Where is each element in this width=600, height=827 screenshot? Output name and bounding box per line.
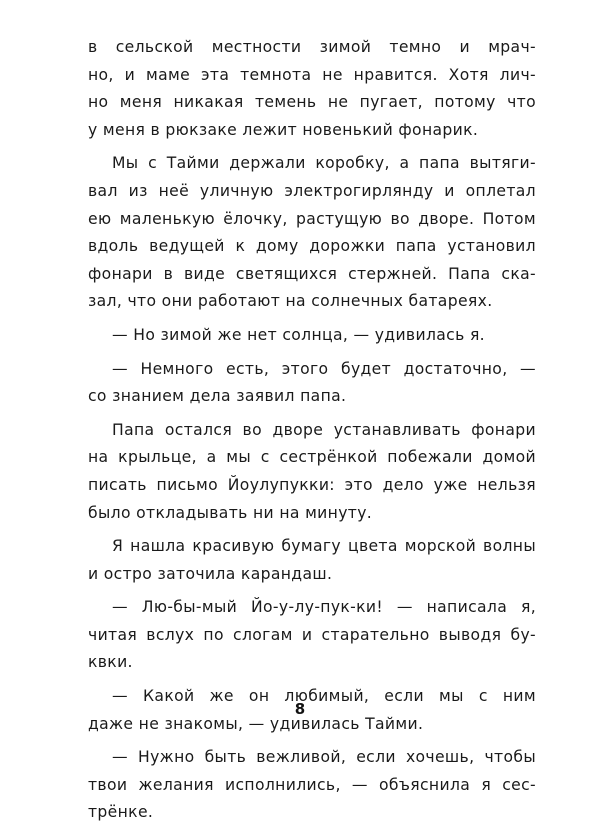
paragraph (88, 744, 536, 827)
text-line: — Какой же он любимый, если мы с ним (112, 687, 536, 706)
text-line: ею маленькую ёлочку, растущую во дворе. Потом (88, 209, 536, 228)
text-line: квки. (88, 653, 133, 672)
text-line: даже не знакомы, — удивилась Тайми. (88, 714, 424, 733)
paragraph (88, 34, 536, 144)
text-line: писать письмо Йоулупукки: это дело уже нельзя (88, 475, 536, 494)
paragraph (88, 150, 536, 316)
text-line: Мы с Тайми держали коробку, а папа вытяги- (112, 154, 536, 173)
text-line: со знанием дела заявил папа. (88, 387, 347, 406)
paragraph (88, 322, 536, 350)
text-line: и остро заточила карандаш. (88, 564, 333, 583)
text-line: читая вслух по слогам и старательно выводя бу- (88, 625, 536, 644)
paragraph (88, 356, 536, 411)
text-line: — Лю-бы-мый Йо-у-лу-пук-ки! — написала я, (112, 598, 536, 617)
text-line: на крыльце, а мы с сестрёнкой побежали домой (88, 448, 536, 467)
text-line: — Немного есть, этого будет достаточно, — (112, 359, 536, 378)
text-line: — Но зимой же нет солнца, — удивилась я. (112, 325, 485, 344)
paragraph (88, 533, 536, 588)
text-line: было откладывать ни на минуту. (88, 503, 373, 522)
text-line: Папа остался во дворе устанавливать фонари (112, 420, 536, 439)
text-line: вал из неё уличную электрогирлянду и оплетал (88, 181, 536, 200)
text-line: трёнке. (88, 803, 154, 822)
text-line: зал, что они работают на солнечных батареях. (88, 292, 493, 311)
text-line: вдоль ведущей к дому дорожки папа установил (88, 237, 536, 256)
text-line: твои желания исполнились, — объяснила я сес- (88, 775, 536, 794)
page-number: 8 (294, 700, 306, 718)
paragraph (88, 417, 536, 527)
text-line: — Нужно быть вежливой, если хочешь, чтобы (112, 748, 536, 767)
text-line: фонари в виде светящихся стержней. Папа ска- (88, 264, 536, 283)
text-line: но меня никакая темень не пугает, потому что (88, 93, 536, 112)
text-line: но, и маме эта темнота не нравится. Хотя лич- (88, 65, 536, 84)
text-line: в сельской местности зимой темно и мрач- (88, 38, 536, 56)
text-line: у меня в рюкзаке лежит новенький фонарик. (88, 120, 479, 139)
paragraph (88, 594, 536, 677)
text-line: Я нашла красивую бумагу цвета морской волны (112, 537, 536, 556)
